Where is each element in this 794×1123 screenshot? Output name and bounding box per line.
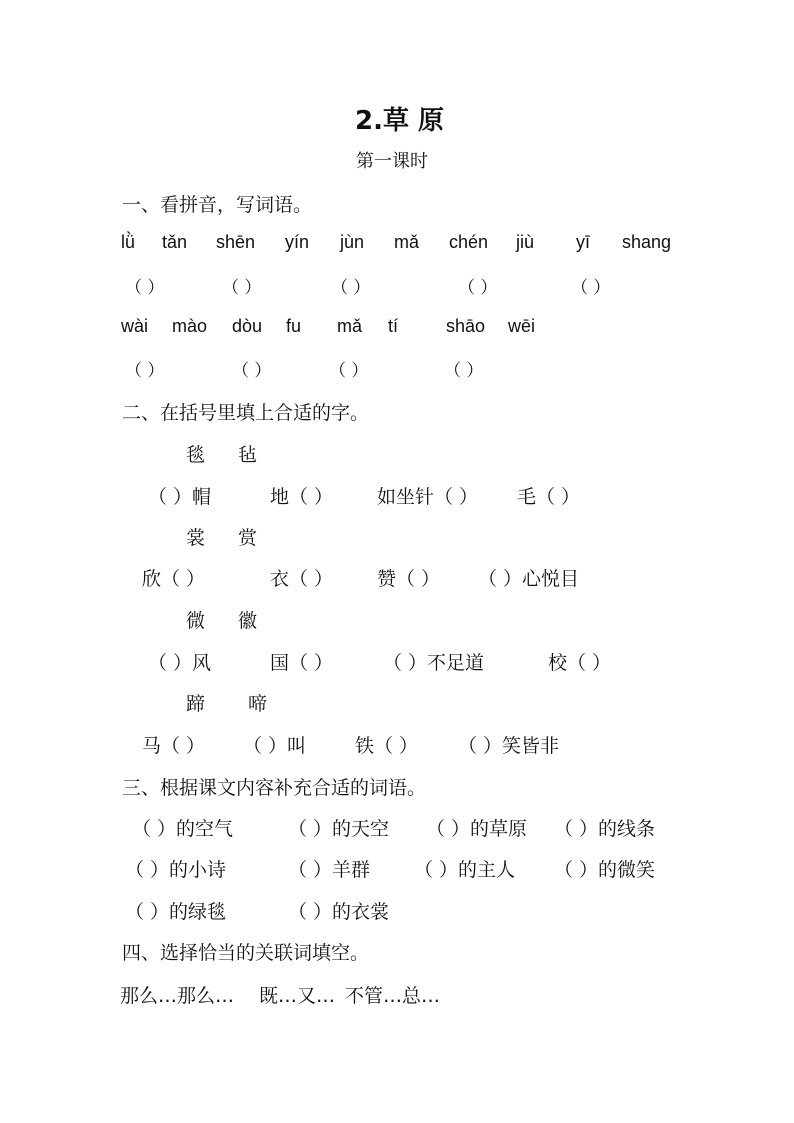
fill-item[interactable]: 铁（ ） <box>355 735 419 757</box>
section1-heading: 一、看拼音，写词语。 <box>122 194 313 216</box>
pinyin: wēi <box>508 316 536 336</box>
answer-blank[interactable]: （ ） <box>458 278 498 298</box>
pinyin: shang <box>622 232 672 252</box>
pinyin: lǜ <box>121 232 136 252</box>
pinyin: yī <box>576 232 591 252</box>
fill-item[interactable]: （ ）帽 <box>148 486 212 508</box>
choice-char: 徽 <box>238 610 258 632</box>
fill-phrase[interactable]: （ ）的绿毯 <box>125 901 227 923</box>
pinyin: jiù <box>516 232 535 252</box>
fill-item[interactable]: 赞（ ） <box>377 568 441 590</box>
answer-blank[interactable]: （ ） <box>125 361 165 381</box>
choice-char: 赏 <box>238 527 258 549</box>
lesson-subtitle: 第一课时 <box>356 151 428 172</box>
pinyin: mǎ <box>337 316 363 336</box>
choice-char: 蹄 <box>186 693 206 715</box>
section3-heading: 三、根据课文内容补充合适的词语。 <box>122 777 427 799</box>
fill-phrase[interactable]: （ ）的小诗 <box>125 859 227 881</box>
pinyin: tí <box>388 316 399 336</box>
answer-blank[interactable]: （ ） <box>571 278 611 298</box>
section4-heading: 四、选择恰当的关联词填空。 <box>122 942 370 964</box>
fill-item[interactable]: 校（ ） <box>548 652 612 674</box>
answer-blank[interactable]: （ ） <box>329 361 369 381</box>
section2-heading: 二、在括号里填上合适的字。 <box>122 402 370 424</box>
choice-char: 毯 <box>186 444 206 466</box>
pinyin: wài <box>121 316 149 336</box>
fill-item[interactable]: （ ）不足道 <box>383 652 485 674</box>
fill-item[interactable]: 马（ ） <box>142 735 206 757</box>
choice-char: 啼 <box>248 693 268 715</box>
fill-phrase[interactable]: （ ）的主人 <box>414 859 516 881</box>
pinyin: mào <box>172 316 208 336</box>
pinyin: shāo <box>446 316 486 336</box>
pinyin: jùn <box>340 232 365 252</box>
answer-blank[interactable]: （ ） <box>444 361 484 381</box>
pinyin: mǎ <box>394 232 420 252</box>
conjunction-option: 那么…那么… <box>120 985 235 1007</box>
fill-item[interactable]: 如坐针（ ） <box>377 486 479 508</box>
fill-item[interactable]: 国（ ） <box>270 652 334 674</box>
conjunction-option: 既…又… <box>259 985 336 1007</box>
fill-item[interactable]: 衣（ ） <box>270 568 334 590</box>
answer-blank[interactable]: （ ） <box>232 361 272 381</box>
choice-char: 毡 <box>238 444 258 466</box>
fill-phrase[interactable]: （ ）的线条 <box>554 818 656 840</box>
pinyin: yín <box>285 232 310 252</box>
fill-phrase[interactable]: （ ）的微笑 <box>554 859 656 881</box>
pinyin: tǎn <box>162 232 188 252</box>
conjunction-option: 不管…总… <box>345 985 441 1007</box>
fill-item[interactable]: （ ）笑皆非 <box>458 735 560 757</box>
fill-item[interactable]: 毛（ ） <box>517 486 581 508</box>
fill-item[interactable]: （ ）叫 <box>243 735 307 757</box>
choice-char: 裳 <box>186 527 206 549</box>
choice-char: 微 <box>186 610 206 632</box>
pinyin: chén <box>449 232 489 252</box>
pinyin: shēn <box>216 232 256 252</box>
fill-phrase[interactable]: （ ）的衣裳 <box>288 901 390 923</box>
fill-item[interactable]: 欣（ ） <box>142 568 206 590</box>
answer-blank[interactable]: （ ） <box>125 278 165 298</box>
pinyin: dòu <box>232 316 263 336</box>
pinyin: fu <box>286 316 302 336</box>
fill-item[interactable]: 地（ ） <box>270 486 334 508</box>
answer-blank[interactable]: （ ） <box>331 278 371 298</box>
fill-phrase[interactable]: （ ）的天空 <box>288 818 390 840</box>
fill-phrase[interactable]: （ ）的空气 <box>132 818 234 840</box>
page-title: 2.草 原 <box>355 106 445 136</box>
fill-item[interactable]: （ ）风 <box>148 652 212 674</box>
fill-phrase[interactable]: （ ）的草原 <box>426 818 528 840</box>
fill-item[interactable]: （ ）心悦目 <box>478 568 580 590</box>
answer-blank[interactable]: （ ） <box>222 278 262 298</box>
fill-phrase[interactable]: （ ）羊群 <box>288 859 371 881</box>
